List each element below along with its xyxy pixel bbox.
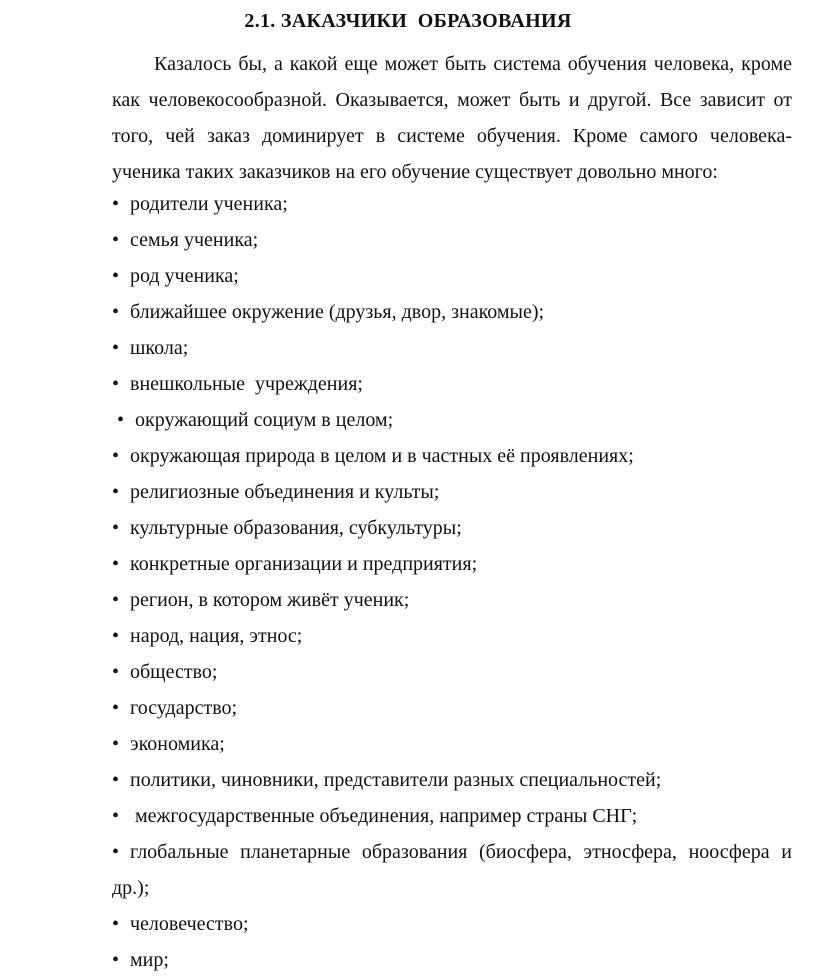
list-item <box>112 186 792 222</box>
bullet-icon: • <box>112 841 120 863</box>
list-item-text: экономика; <box>130 733 225 755</box>
bullet-icon: • <box>112 337 120 359</box>
bullet-icon: • <box>112 445 120 467</box>
list-item-text: окружающая природа в целом и в частных её проявлениях; <box>130 445 634 467</box>
intro-paragraph: Казалось бы, а какой еще может быть система обучения человека, кроме как человекосообразной. Оказывается, может быть и другой. Все зависит от того, чей заказ доминирует в системе обучения. Кроме самого человека-ученика таких заказчиков на его обучение существует довольно много: <box>112 53 792 183</box>
list-item-text: окружающий социум в целом; <box>135 409 394 431</box>
list-item-text: школа; <box>130 337 189 359</box>
list-item <box>112 222 792 258</box>
list-item <box>112 690 792 726</box>
section-title: 2.1. ЗАКАЗЧИКИ ОБРАЗОВАНИЯ <box>244 10 572 32</box>
list-item-text: регион, в котором живёт ученик; <box>130 589 410 611</box>
list-item <box>112 330 792 366</box>
list-item-text: политики, чиновники, представители разных специальностей; <box>130 769 662 791</box>
list-item <box>112 762 792 798</box>
list-item <box>112 510 792 546</box>
list-item <box>112 438 792 474</box>
list-item-text: ближайшее окружение (друзья, двор, знакомые); <box>130 301 545 323</box>
list-item-text: культурные образования, субкультуры; <box>130 517 462 539</box>
list-item <box>112 402 792 438</box>
bullet-icon: • <box>112 193 120 215</box>
list-item <box>112 726 792 762</box>
list-item-text: общество; <box>130 661 218 683</box>
list-item-text: народ, нация, этнос; <box>130 625 303 647</box>
list-item-text: конкретные организации и предприятия; <box>130 553 478 575</box>
list-item-text: внешкольные учреждения; <box>130 373 363 395</box>
list-item <box>112 618 792 654</box>
bullet-icon: • <box>112 769 120 791</box>
bullet-icon: • <box>112 373 120 395</box>
list-item <box>112 834 792 906</box>
bullet-icon: • <box>112 229 120 251</box>
bullet-icon: • <box>112 697 120 719</box>
bullet-icon: • <box>112 949 120 971</box>
bullet-icon: • <box>112 733 120 755</box>
customers-list <box>112 186 792 978</box>
list-item-text: глобальные планетарные образования (биосфера, этносфера, ноосфера и др.); <box>112 841 792 899</box>
bullet-icon: • <box>112 481 120 503</box>
list-item <box>112 474 792 510</box>
list-item <box>112 906 792 942</box>
bullet-icon: • <box>112 805 120 827</box>
bullet-icon: • <box>112 913 120 935</box>
list-item <box>112 942 792 978</box>
list-item-text: религиозные объединения и культы; <box>130 481 440 503</box>
list-item <box>112 798 792 834</box>
list-item <box>112 546 792 582</box>
list-item-text: родители ученика; <box>130 193 288 215</box>
bullet-icon: • <box>112 553 120 575</box>
list-item <box>112 582 792 618</box>
bullet-icon: • <box>112 589 120 611</box>
bullet-icon: • <box>112 517 120 539</box>
bullet-icon: • <box>112 301 120 323</box>
list-item-text: межгосударственные объединения, например страны СНГ; <box>130 805 638 827</box>
list-item <box>112 654 792 690</box>
list-item-text: государство; <box>130 697 238 719</box>
bullet-icon: • <box>112 625 120 647</box>
bullet-icon: • <box>112 265 120 287</box>
list-item-text: человечество; <box>130 913 249 935</box>
list-item-text: род ученика; <box>130 265 239 287</box>
list-item <box>112 366 792 402</box>
bullet-icon: • <box>117 409 125 431</box>
list-item <box>112 258 792 294</box>
bullet-icon: • <box>112 661 120 683</box>
list-item <box>112 294 792 330</box>
list-item-text: семья ученика; <box>130 229 259 251</box>
list-item-text: мир; <box>130 949 169 971</box>
